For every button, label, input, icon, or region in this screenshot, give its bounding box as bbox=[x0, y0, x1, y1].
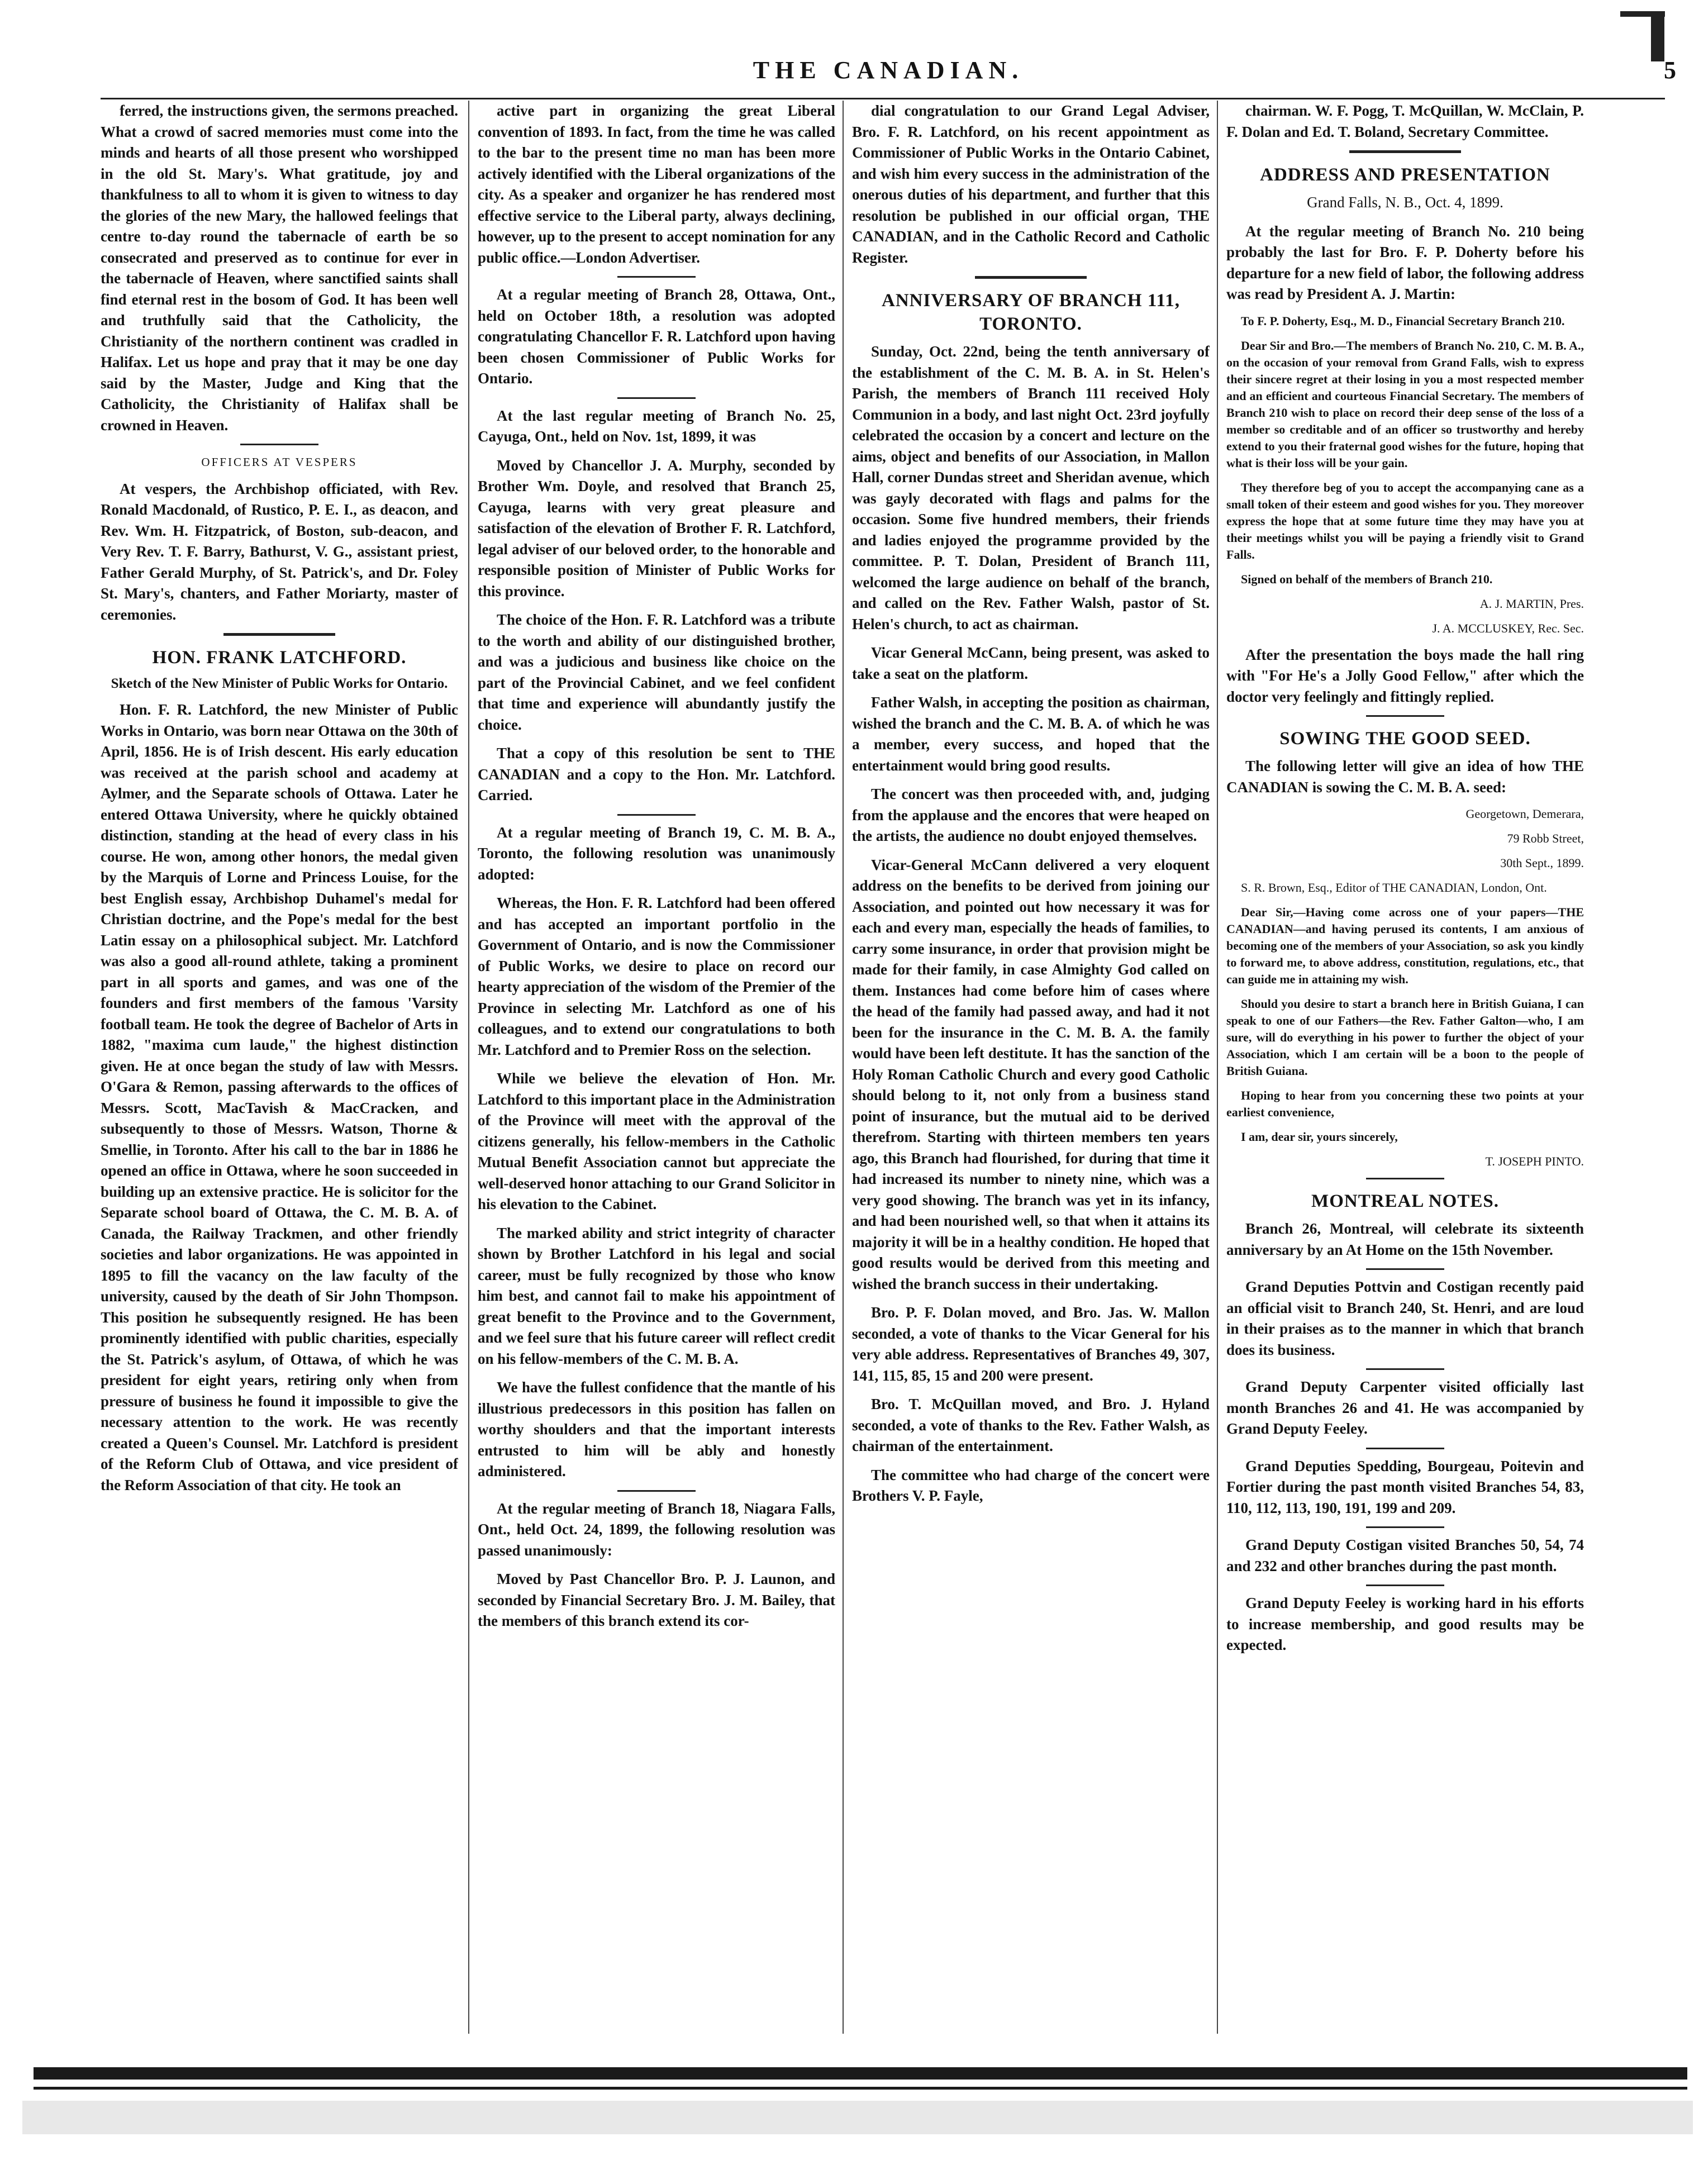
article-heading-sowing: SOWING THE GOOD SEED. bbox=[1279, 729, 1531, 749]
letter-recipient: S. R. Brown, Esq., Editor of THE CANADIAN, London, Ont. bbox=[1241, 881, 1547, 894]
paragraph: Should you desire to start a branch here in British Guiana, I can speak to one of our Fathers—the Rev. Father Galton—who, I am sure, will do everything in his power to further the object of your Association, which I am certain will be a boon to the people of British Guiana. bbox=[1226, 997, 1584, 1078]
letter-date: 30th Sept., 1899. bbox=[1500, 856, 1584, 870]
paragraph: While we believe the elevation of Hon. Mr. Latchford to this important place in the Administration of the Province will meet with the approval of the citizens generally, his fellow-members in the Catholic Mutual Benefit Association cannot but appreciate the well-deserved honor attaching to our Grand Solicitor in his elevation to the Cabinet. bbox=[478, 1070, 835, 1212]
paragraph: After the presentation the boys made the hall ring with "For He's a Jolly Good Fellow," after which the doctor very feelingly and fittingly replied. bbox=[1226, 646, 1584, 705]
ornament-divider bbox=[223, 633, 335, 636]
column-rule bbox=[1217, 101, 1218, 2034]
paragraph: The following letter will give an idea of how THE CANADIAN is sowing the C. M. B. A. seed: bbox=[1226, 758, 1584, 796]
paragraph: chairman. W. F. Pogg, T. McQuillan, W. McClain, P. F. Dolan and Ed. T. Boland, Secretary Committee. bbox=[1226, 102, 1584, 140]
paragraph: Bro. P. F. Dolan moved, and Bro. Jas. W. Mallon seconded, a vote of thanks to the Vicar General for his very able address. Representatives of Branches 49, 307, 141, 115, 85, 15 and 200 were present. bbox=[852, 1304, 1210, 1384]
paragraph: Vicar-General McCann delivered a very eloquent address on the benefits to be derived from joining our Association, and pointed out how necessary it was for each and every man, especially the heads of families, to carry some insurance, in order that provision might be made for their family, in case Almighty God called on them. Instances had come before him of cases where the head of the family had passed away, and had it not been for the insurance in the C. M. B. A. the family would have been left destitute. It has the sanction of the Holy Roman Catholic Church and every good Catholic should belong to it, not only from a business stand point of insurance, but the mutual aid to be derived therefrom. Starting with thirteen members ten years ago, this Branch had flourished, for during that time it had increased its number to ninety nine, which was a very good showing. The branch was yet in its infancy, and had been nourished well, so that when it attains its majority it will be in a healthy condition. He hoped that good results would be derived from this meeting and wished the branch success in their undertaking. bbox=[852, 856, 1210, 1292]
paragraph: Hoping to hear from you concerning these two points at your earliest convenience, bbox=[1226, 1088, 1584, 1119]
letter-address-line: Georgetown, Demerara, bbox=[1465, 807, 1584, 821]
section-subheading-officers: OFFICERS AT VESPERS bbox=[201, 455, 358, 469]
column-rule bbox=[468, 101, 469, 2034]
letter-closing: I am, dear sir, yours sincerely, bbox=[1241, 1130, 1398, 1144]
separator bbox=[1366, 1178, 1444, 1179]
paragraph: We have the fullest confidence that the mantle of his illustrious predecessors in this position has fallen on worthy shoulders and that the important interests entrusted to him will be ably and honestly administered. bbox=[478, 1379, 835, 1479]
masthead: THE CANADIAN. bbox=[753, 56, 1024, 84]
column-3 bbox=[852, 101, 1210, 2034]
paragraph: active part in organizing the great Liberal convention of 1893. In fact, from the time he was called to the bar to the present time no man has been more actively identified with the Liberal organizations of the city. As a speaker and organizer he has rendered most effective service to the Liberal party, always declining, however, up to the present to accept nomination for any public office.—London Advertiser. bbox=[478, 102, 835, 266]
paragraph: The choice of the Hon. F. R. Latchford was a tribute to the worth and ability of our distinguished brother, and was a judicious and business like choice on the part of the Provincial Cabinet, and we feel confident that time and experience will abundantly justify the choice. bbox=[478, 611, 835, 733]
separator bbox=[1366, 1526, 1444, 1528]
paragraph: ferred, the instructions given, the sermons preached. What a crowd of sacred memories must come into the minds and hearts of all those present who worshipped in the old St. Mary's. What gratitude, joy and thankfulness to all to whom it is given to witness to day the glories of the new Mary, the hallowed feelings that centre to-day round the tabernacle of earth be so consecrated and preserved as to continue for ever in the tabernacle of Heaven, where sanctified saints shall find eternal rest in the bosom of God. It has been well and truthfully said that the Catholicity, the Christianity of the northern continent was cradled in Halifax. Let us hope and pray that it may be one day said by the Master, Judge and King that the Catholicity, the Christianity of Halifax shall be crowned in Heaven. bbox=[101, 102, 458, 434]
column-4 bbox=[1226, 101, 1584, 2034]
paragraph: Grand Deputies Spedding, Bourgeau, Poitevin and Fortier during the past month visited Branches 54, 83, 110, 112, 113, 190, 191, 199 and 209. bbox=[1226, 1457, 1584, 1516]
paragraph: The concert was then proceeded with, and, judging from the applause and the encores that were heaped on the artists, the audience no doubt enjoyed themselves. bbox=[852, 786, 1210, 844]
article-heading-montreal: MONTREAL NOTES. bbox=[1311, 1191, 1499, 1211]
article-subheading-latchford: Sketch of the New Minister of Public Works for Ontario. bbox=[111, 676, 448, 691]
paragraph: Father Walsh, in accepting the position as chairman, wished the branch and the C. M. B. A. of which he was a member, every success, and hoped that the entertainment would bring good results. bbox=[852, 694, 1210, 774]
paragraph: Branch 26, Montreal, will celebrate its sixteenth anniversary by an At Home on the 15th November. bbox=[1226, 1220, 1584, 1258]
separator bbox=[617, 397, 696, 399]
page-header bbox=[101, 56, 1676, 101]
paragraph: At vespers, the Archbishop officiated, with Rev. Ronald Macdonald, of Rustico, P. E. I., as deacon, and Rev. Wm. H. Fitzpatrick, of Boston, sub-deacon, and Very Rev. T. F. Barry, Bathurst, V. G., assistant priest, Father Gerald Murphy, of St. Patrick's, and Dr. Foley St. Mary's, chanters, and Father Moriarty, master of ceremonies. bbox=[101, 480, 458, 623]
paragraph: They therefore beg of you to accept the accompanying cane as a small token of their esteem and good wishes for you. They moreover express the hope that at some future time they may have you at their meetings whilst you will be paying a friendly visit to Grand Falls. bbox=[1226, 480, 1584, 562]
paragraph: At the regular meeting of Branch No. 210 being probably the last for Bro. F. P. Doherty before his departure for a new field of labor, the following address was read by President A. J. Martin: bbox=[1226, 222, 1584, 302]
paragraph: Grand Deputy Carpenter visited officially last month Branches 26 and 41. He was accompanied by Grand Deputy Feeley. bbox=[1226, 1378, 1584, 1437]
paragraph: Grand Deputy Costigan visited Branches 50, 54, 74 and 232 and other branches during the past month. bbox=[1226, 1536, 1584, 1574]
letter-address-line: 79 Robb Street, bbox=[1507, 831, 1584, 845]
separator bbox=[1366, 1368, 1444, 1370]
paragraph: The marked ability and strict integrity of character shown by Brother Latchford in his legal and social career, must be fully recognized by those who know him best, and cannot fail to make his appointment of great benefit to the Province and to the Government, and we feel sure that his future career will reflect credit on his fellow-members of the C. M. B. A. bbox=[478, 1224, 835, 1367]
bottom-border-rule-thin bbox=[34, 2087, 1687, 2090]
separator bbox=[240, 444, 318, 445]
paragraph: Hon. F. R. Latchford, the new Minister of Public Works in Ontario, was born near Ottawa on the 30th of April, 1856. He is of Irish descent. His early education was received at the parish school and academy at Aylmer, and the Separate schools of Ottawa. Later he entered Ottawa University, where he quickly obtained distinction, standing at the head of every class in his course. He won, among other honors, the medal given by the Marquis of Lorne and Princess Louise, for the best English essay, Archbishop Duhamel's medal for Christian doctrine, and the Pope's medal for the best Latin essay on a philosophical subject. Mr. Latchford was also a good all-round athlete, taking a prominent part in all sports and games, and was one of the founders and first members of the famous 'Varsity football team. He took the degree of Bachelor of Arts in 1882, "maxima cum laude," the highest distinction given. He at once began the study of law with Messrs. O'Gara & Remon, passing afterwards to the offices of Messrs. Scott, MacTavish & MacCracken, and subsequently to those of Messrs. Watson, Thorne & Smellie, in Toronto. After his call to the bar in 1886 he opened an office in Ottawa, where he soon succeeded in building up an extensive practice. He is solicitor for the Separate school board of Ottawa, the C. M. B. A. of Canada, the Railway Trackmen, and other friendly societies and labor organizations. He was appointed in 1895 to fill the vacancy on the law faculty of the university, caused by the death of Sir John Thompson. This position he subsequently resigned. He has been prominently identified with public charities, especially the St. Patrick's asylum, of Ottawa, of which he was president for eight years, retiring only when from pressure of business he found it impossible to give the necessary attention to the work. He was recently created a Queen's Counsel. Mr. Latchford is president of the Reform Club of Ottawa, and vice president of the Reform Association of that city. He took an bbox=[101, 701, 458, 1493]
paragraph: At the last regular meeting of Branch No. 25, Cayuga, Ont., held on Nov. 1st, 1899, it was bbox=[478, 407, 835, 445]
page-corner-mark-top bbox=[1620, 11, 1665, 17]
separator bbox=[617, 814, 696, 816]
column-1 bbox=[101, 101, 458, 2034]
article-heading-latchford: HON. FRANK LATCHFORD. bbox=[152, 648, 407, 668]
paragraph: The committee who had charge of the concert were Brothers V. P. Fayle, bbox=[852, 1466, 1210, 1504]
separator bbox=[1366, 1448, 1444, 1449]
page-corner-mark bbox=[1651, 11, 1664, 61]
separator bbox=[1366, 1268, 1444, 1270]
paragraph: Signed on behalf of the members of Branch 210. bbox=[1241, 572, 1493, 586]
paragraph: Bro. T. McQuillan moved, and Bro. J. Hyland seconded, a vote of thanks to the Rev. Father Walsh, as chairman of the entertainment. bbox=[852, 1396, 1210, 1454]
separator bbox=[1366, 715, 1444, 717]
separator bbox=[617, 1490, 696, 1492]
paragraph: Vicar General McCann, being present, was asked to take a seat on the platform. bbox=[852, 644, 1210, 682]
separator bbox=[617, 276, 696, 278]
ornament-divider bbox=[975, 276, 1087, 279]
header-rule bbox=[101, 98, 1665, 99]
article-heading-address: ADDRESS AND PRESENTATION bbox=[1260, 165, 1550, 185]
paragraph: At a regular meeting of Branch 28, Ottawa, Ont., held on October 18th, a resolution was adopted congratulating Chancellor F. R. Latchford upon having been chosen Commissioner of Public Works for Ontario. bbox=[478, 286, 835, 387]
separator bbox=[1366, 1585, 1444, 1586]
paragraph: Dear Sir,—Having come across one of your papers—THE CANADIAN—and having perused its contents, I am anxious of becoming one of the members of your Association, so ask you kindly to forward me, to above address, constitution, regulations, etc., that can guide me in attaining my wish. bbox=[1226, 905, 1584, 986]
page-number: 5 bbox=[1664, 56, 1676, 84]
paragraph: Grand Deputy Feeley is working hard in his efforts to increase membership, and good results may be expected. bbox=[1226, 1595, 1584, 1653]
column-rule bbox=[843, 101, 844, 2034]
signature: J. A. MCCLUSKEY, Rec. Sec. bbox=[1432, 621, 1584, 635]
paragraph: Grand Deputies Pottvin and Costigan recently paid an official visit to Branch 240, St. Henri, and are loud in their praises as to the manner in which that branch does its business. bbox=[1226, 1278, 1584, 1358]
column-2 bbox=[478, 101, 835, 2034]
signature: A. J. MARTIN, Pres. bbox=[1479, 596, 1584, 611]
paragraph: Moved by Chancellor J. A. Murphy, seconded by Brother Wm. Doyle, and resolved that Branch 25, Cayuga, learns with very great pleasure and satisfaction of the elevation of Brother F. R. Latchford, legal adviser of our beloved order, to the honorable and responsible position of Minister of Public Works for this province. bbox=[478, 456, 835, 599]
ornament-divider bbox=[1349, 150, 1461, 153]
paragraph: Dear Sir and Bro.—The members of Branch No. 210, C. M. B. A., on the occasion of your removal from Grand Falls, wish to express their sincere regret at their losing in you a most respected member and an efficient and courteous Financial Secretary. The members of Branch 210 wish to place on record their deep sense of the loss of a member so creditable and of an officer so trustworthy and hereby extend to you their fraternal good wishes for the future, hoping that what is their loss will be your gain. bbox=[1226, 338, 1584, 470]
paragraph: That a copy of this resolution be sent to THE CANADIAN and a copy to the Hon. Mr. Latchford. Carried. bbox=[478, 745, 835, 803]
article-heading-anniversary: ANNIVERSARY OF BRANCH 111, TORONTO. bbox=[882, 291, 1180, 334]
letter-signature: T. JOSEPH PINTO. bbox=[1485, 1154, 1584, 1168]
paragraph: Moved by Past Chancellor Bro. P. J. Launon, and seconded by Financial Secretary Bro. J. M. Bailey, that the members of this branch extend its cor- bbox=[478, 1571, 835, 1629]
paragraph: dial congratulation to our Grand Legal Adviser, Bro. F. R. Latchford, on his recent appointment as Commissioner of Public Works in the Ontario Cabinet, and wish him every success in the administration of the onerous duties of his department, and further that this resolution be published in our official organ, THE CANADIAN, and in the Catholic Record and Catholic Register. bbox=[852, 102, 1210, 266]
page-bottom-edge bbox=[22, 2101, 1693, 2134]
paragraph: Whereas, the Hon. F. R. Latchford had been offered and has accepted an important portfolio in the Government of Ontario, and is now the Commissioner of Public Works, we desire to place on record our hearty appreciation of the wisdom of the Premier of the Province in selecting Mr. Latchford as one of his colleagues, and to extend our congratulations to both Mr. Latchford and to Premier Ross on the selection. bbox=[478, 894, 835, 1058]
address-salutation: To F. P. Doherty, Esq., M. D., Financial Secretary Branch 210. bbox=[1241, 313, 1565, 328]
bottom-border-rule bbox=[34, 2067, 1687, 2080]
paragraph: At a regular meeting of Branch 19, C. M. B. A., Toronto, the following resolution was unanimously adopted: bbox=[478, 824, 835, 883]
dateline: Grand Falls, N. B., Oct. 4, 1899. bbox=[1307, 194, 1503, 211]
paragraph: Sunday, Oct. 22nd, being the tenth anniversary of the establishment of the C. M. B. A. in St. Helen's Parish, the members of Branch 111 received Holy Communion in a body, and last night Oct. 23rd joyfully celebrated the occasion by a concert and lecture on the aims, object and benefits of our Association, in Mallon Hall, corner Dundas street and Sheridan avenue, which was gayly decorated with flags and palms for the occasion. Some five hundred members, their friends and ladies enjoyed the programme provided by the committee. P. T. Dolan, President of Branch 111, welcomed the large audience on behalf of the branch, and called on the Rev. Father Walsh, pastor of St. Helen's church, to act as chairman. bbox=[852, 343, 1210, 632]
paragraph: At the regular meeting of Branch 18, Niagara Falls, Ont., held Oct. 24, 1899, the following resolution was passed unanimously: bbox=[478, 1500, 835, 1559]
